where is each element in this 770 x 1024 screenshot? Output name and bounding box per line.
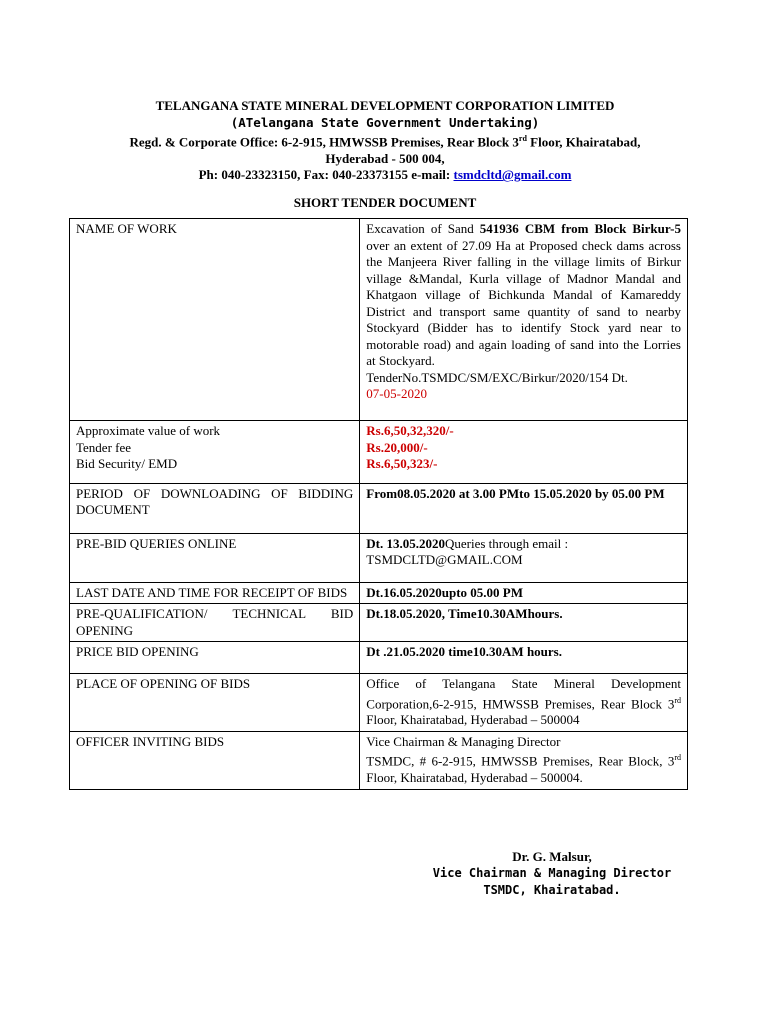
work-text: Excavation of Sand [366,221,480,236]
officer-address-end: Floor, Khairatabad, Hyderabad – 500004. [366,770,583,786]
table-row [70,731,688,789]
prebid-date: Dt. 13.05.2020 [366,535,445,551]
office-address-sup: rd [518,134,527,143]
price-bid-label: PRICE BID OPENING [70,642,360,674]
document-title: SHORT TENDER DOCUMENT [293,195,477,210]
table-row [70,642,688,674]
org-subtitle: (ATelangana State Government Undertaking) [230,114,540,130]
download-period-value: From08.05.2020 at 3.00 PMto 15.05.2020 by 05.00 PM [360,483,688,533]
table-row [70,219,688,421]
org-name: TELANGANA STATE MINERAL DEVELOPMENT CORPORATION LIMITED [155,98,615,113]
table-row [70,604,688,642]
work-quantity: 541936 CBM from Block Birkur-5 [479,221,681,236]
tender-date: 07-05-2020 [366,386,427,401]
place-value [360,674,688,732]
place-text: Office of Telangana State Mineral Development Corporation,6-2-915, HMWSSB Premises, Rear Block 3 [366,676,681,711]
place-text-end: Floor, Khairatabad, Hyderabad – 500004 [366,712,580,728]
prebid-value [360,533,688,582]
table-row [70,674,688,732]
tender-fee-value: Rs.20,000/- [366,439,428,455]
prequal-label: PRE-QUALIFICATION/ TECHNICAL BID OPENING [70,604,360,642]
tender-details-table [69,218,688,790]
officer-value [360,731,688,789]
value-labels [70,421,360,484]
tender-fee-label: Tender fee [76,439,132,455]
price-bid-value: Dt .21.05.2020 time10.30AM hours. [360,642,688,674]
table-row [70,533,688,582]
letterhead [60,98,710,184]
prebid-text: Queries through email : TSMDCLTD@GMAIL.COM [366,535,569,567]
work-description [360,219,688,421]
office-address-part: Regd. & Corporate Office: 6-2-915, HMWSSB Premises, Rear Block 3 [129,134,519,150]
download-period-label: PERIOD OF DOWNLOADING OF BIDDING DOCUMENT [70,483,360,533]
emd-value: Rs.6,50,323/- [366,456,438,471]
signatory-org: TSMDC, Khairatabad. [483,883,621,897]
place-sup: rd [674,695,681,705]
city-line: Hyderabad - 500 004, [325,150,445,166]
approx-value: Rs.6,50,32,320/- [366,423,454,438]
value-amounts [360,421,688,484]
table-row [70,483,688,533]
officer-sup: rd [674,753,681,763]
approx-value-label: Approximate value of work [76,423,221,438]
receipt-value: Dt.16.05.2020upto 05.00 PM [360,582,688,604]
work-label: NAME OF WORK [70,219,360,421]
office-address [60,131,710,151]
signature-block [420,848,684,899]
email-link[interactable]: tsmdcltd@gmail.com [453,167,572,183]
officer-title: Vice Chairman & Managing Director [366,733,561,749]
receipt-label: LAST DATE AND TIME FOR RECEIPT OF BIDS [70,582,360,604]
prebid-label: PRE-BID QUERIES ONLINE [70,533,360,582]
signatory-name: Dr. G. Malsur, [512,849,592,864]
contact-line [60,167,710,184]
tender-number: TenderNo.TSMDC/SM/EXC/Birkur/2020/154 Dt. [366,369,628,385]
place-label: PLACE OF OPENING OF BIDS [70,674,360,732]
prequal-value: Dt.18.05.2020, Time10.30AMhours. [360,604,688,642]
table-row [70,582,688,604]
office-address-end: Floor, Khairatabad, [526,134,641,150]
work-details: over an extent of 27.09 Ha at Proposed check dams across the Manjeera River falling in the village limits of Birkur village &Mandal, Kurla village of Madnor Mandal and Khatgaon village of Bichkunda Mandal of Kamareddy District and transport same quantity of sand to nearby Stockyard (Bidder has to identify Stock yard near to motorable road) and again loading of sand into the Lorries at Stockyard. [366,237,681,368]
contact-text: Ph: 040-23323150, Fax: 040-23373155 e-mail: [198,167,454,183]
officer-label: OFFICER INVITING BIDS [70,731,360,789]
officer-address: TSMDC, # 6-2-915, HMWSSB Premises, Rear Block, 3 [366,753,675,769]
table-row [70,421,688,484]
signatory-designation: Vice Chairman & Managing Director [432,866,672,880]
emd-label: Bid Security/ EMD [76,456,178,471]
